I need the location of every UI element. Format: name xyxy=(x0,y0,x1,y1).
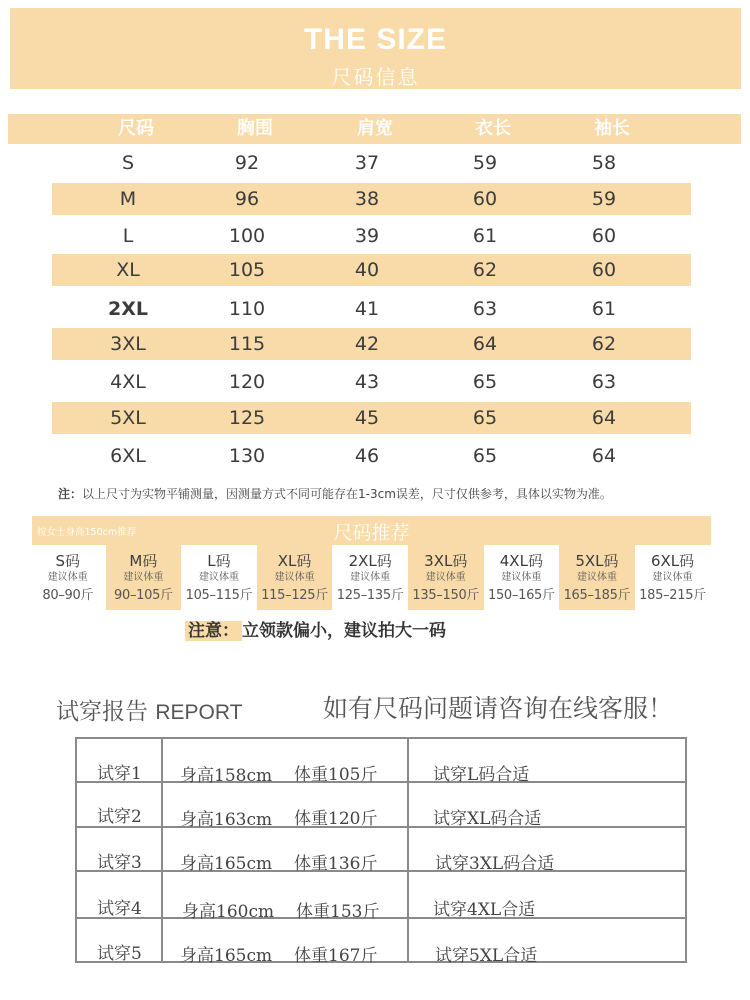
sleeve-cell: 61 xyxy=(591,298,617,320)
recommend-sub-label: 建议体重 xyxy=(47,572,88,583)
size-cell: 5XL xyxy=(110,407,146,429)
table-row xyxy=(52,366,691,398)
report-height: 身高160cm xyxy=(182,902,275,922)
report-weight: 体重105斤 xyxy=(294,765,378,785)
size-cell: L xyxy=(122,225,134,247)
report-title-cn: 试穿报告 xyxy=(56,699,148,725)
table-row xyxy=(52,293,691,325)
recommend-item xyxy=(106,545,182,610)
recommend-size: 4XL码 xyxy=(499,552,543,570)
shoulder-cell: 45 xyxy=(354,407,380,429)
row-divider xyxy=(77,781,685,783)
recommend-item xyxy=(332,545,408,610)
recommend-weight: 150–165斤 xyxy=(487,588,555,603)
recommend-sub-label: 建议体重 xyxy=(274,572,315,583)
size-cell: 4XL xyxy=(110,371,146,393)
report-result: 试穿5XL合适 xyxy=(435,946,538,966)
row-divider xyxy=(77,870,685,872)
sleeve-cell: 60 xyxy=(591,225,617,247)
column-divider xyxy=(161,739,163,961)
column-header-sleeve: 袖长 xyxy=(594,118,630,139)
shoulder-cell: 40 xyxy=(354,259,380,281)
report-name: 试穿3 xyxy=(97,853,142,873)
recommend-weight: 115–125斤 xyxy=(261,588,328,603)
chest-cell: 100 xyxy=(228,225,266,247)
chest-cell: 130 xyxy=(228,445,266,467)
recommend-item xyxy=(257,545,333,610)
report-result: 试穿3XL码合适 xyxy=(435,854,555,874)
shoulder-cell: 39 xyxy=(354,225,380,247)
chest-cell: 110 xyxy=(228,298,266,320)
recommend-size: L码 xyxy=(207,552,231,570)
report-height: 身高165cm xyxy=(180,854,273,874)
sleeve-cell: 58 xyxy=(591,152,617,174)
sleeve-cell: 64 xyxy=(591,407,617,429)
measurement-note xyxy=(58,485,612,502)
size-cell: 2XL xyxy=(108,298,148,320)
table-row xyxy=(52,183,691,215)
report-name: 试穿1 xyxy=(97,764,142,784)
recommend-size: XL码 xyxy=(277,552,312,570)
sleeve-cell: 59 xyxy=(591,188,617,210)
recommend-weight: 90–105斤 xyxy=(114,588,173,603)
chest-cell: 120 xyxy=(228,371,266,393)
recommend-band xyxy=(32,516,711,545)
report-name: 试穿4 xyxy=(97,899,142,919)
report-weight: 体重153斤 xyxy=(296,902,380,922)
caution-label: 注意： xyxy=(185,621,242,641)
sleeve-cell: 63 xyxy=(591,371,617,393)
table-row xyxy=(52,402,691,434)
recommend-weight: 105–115斤 xyxy=(185,588,253,603)
sleeve-cell: 62 xyxy=(591,333,617,355)
column-header-chest: 胸围 xyxy=(237,118,273,139)
column-header-shoulder: 肩宽 xyxy=(357,118,393,139)
page-subtitle: 尺码信息 xyxy=(331,65,420,89)
recommend-columns xyxy=(30,545,711,610)
report-result: 试穿L码合适 xyxy=(433,765,530,785)
recommend-item xyxy=(484,545,560,610)
recommend-size: S码 xyxy=(55,552,81,570)
sleeve-cell: 64 xyxy=(591,445,617,467)
table-row xyxy=(52,440,691,472)
report-table xyxy=(75,737,687,966)
shoulder-cell: 38 xyxy=(354,188,380,210)
note-label: 注： xyxy=(58,487,83,501)
recommend-title: 尺码推荐 xyxy=(333,522,410,544)
length-cell: 62 xyxy=(472,259,498,281)
report-weight: 体重167斤 xyxy=(294,946,378,966)
report-result: 试穿4XL合适 xyxy=(433,900,536,920)
chest-cell: 125 xyxy=(228,407,266,429)
report-height: 身高165cm xyxy=(180,946,273,966)
recommend-size: 5XL码 xyxy=(575,552,619,570)
caution-text: 立领款偏小，建议拍大一码 xyxy=(242,621,446,641)
shoulder-cell: 41 xyxy=(354,298,380,320)
column-header-length: 衣长 xyxy=(475,118,511,139)
recommend-sub-label: 建议体重 xyxy=(198,572,239,583)
table-row xyxy=(52,328,691,360)
chest-cell: 105 xyxy=(228,259,266,281)
size-cell: 3XL xyxy=(110,333,146,355)
length-cell: 65 xyxy=(472,445,498,467)
recommend-item xyxy=(559,545,635,610)
report-height: 身高158cm xyxy=(180,766,273,786)
recommend-sub-label: 建议体重 xyxy=(652,572,693,583)
recommend-size: 3XL码 xyxy=(424,552,468,570)
recommend-size: 6XL码 xyxy=(650,552,695,570)
recommend-size: M码 xyxy=(129,552,158,570)
recommend-sub-label: 建议体重 xyxy=(425,572,466,583)
chest-cell: 96 xyxy=(234,188,260,210)
column-divider xyxy=(407,739,409,961)
recommend-size: 2XL码 xyxy=(348,552,392,570)
recommend-sub-label: 建议体重 xyxy=(350,572,391,583)
recommend-item xyxy=(635,545,711,610)
recommend-sub-label: 建议体重 xyxy=(576,572,617,583)
chest-cell: 92 xyxy=(234,152,260,174)
length-cell: 65 xyxy=(472,407,498,429)
size-cell: XL xyxy=(116,259,140,281)
row-divider xyxy=(77,917,685,919)
length-cell: 60 xyxy=(472,188,498,210)
report-name: 试穿5 xyxy=(97,944,142,964)
size-cell: M xyxy=(119,188,137,210)
recommend-item xyxy=(181,545,257,610)
report-title-en: REPORT xyxy=(155,701,243,724)
recommend-item xyxy=(408,545,484,610)
recommend-weight: 125–135斤 xyxy=(336,588,404,603)
recommend-item xyxy=(30,545,106,610)
recommend-weight: 135–150斤 xyxy=(412,588,480,603)
recommend-weight: 80–90斤 xyxy=(42,588,94,603)
recommend-sub-label: 建议体重 xyxy=(123,572,164,583)
table-row xyxy=(52,220,691,252)
row-divider xyxy=(77,826,685,828)
length-cell: 61 xyxy=(472,225,498,247)
shoulder-cell: 46 xyxy=(354,445,380,467)
recommend-sub-label: 建议体重 xyxy=(501,572,542,583)
chest-cell: 115 xyxy=(228,333,266,355)
report-title xyxy=(56,693,242,726)
size-table-header xyxy=(8,114,741,144)
table-row xyxy=(52,147,691,179)
caution-note xyxy=(185,616,446,641)
page-title: THE SIZE xyxy=(303,23,447,56)
note-text: 以上尺寸为实物平铺测量，因测量方式不同可能存在1-3cm误差，尺寸仅供参考，具体以实物为准。 xyxy=(82,487,612,501)
length-cell: 59 xyxy=(472,152,498,174)
sleeve-cell: 60 xyxy=(591,259,617,281)
recommend-basis: 按女士身高150cm推荐 xyxy=(37,527,137,538)
recommend-weight: 185–215斤 xyxy=(639,588,706,603)
contact-note: 如有尺码问题请咨询在线客服！ xyxy=(323,694,674,723)
shoulder-cell: 42 xyxy=(354,333,380,355)
report-height: 身高163cm xyxy=(180,810,273,830)
shoulder-cell: 37 xyxy=(354,152,380,174)
report-weight: 体重136斤 xyxy=(294,854,378,874)
length-cell: 64 xyxy=(472,333,498,355)
report-result: 试穿XL码合适 xyxy=(433,809,542,829)
report-weight: 体重120斤 xyxy=(294,809,378,829)
size-cell: 6XL xyxy=(110,445,146,467)
length-cell: 65 xyxy=(472,371,498,393)
column-header-size: 尺码 xyxy=(118,118,154,139)
size-cell: S xyxy=(121,152,135,174)
shoulder-cell: 43 xyxy=(354,371,380,393)
report-name: 试穿2 xyxy=(97,807,142,827)
header-band xyxy=(10,8,741,89)
length-cell: 63 xyxy=(472,298,498,320)
recommend-weight: 165–185斤 xyxy=(563,588,631,603)
table-row xyxy=(52,254,691,286)
